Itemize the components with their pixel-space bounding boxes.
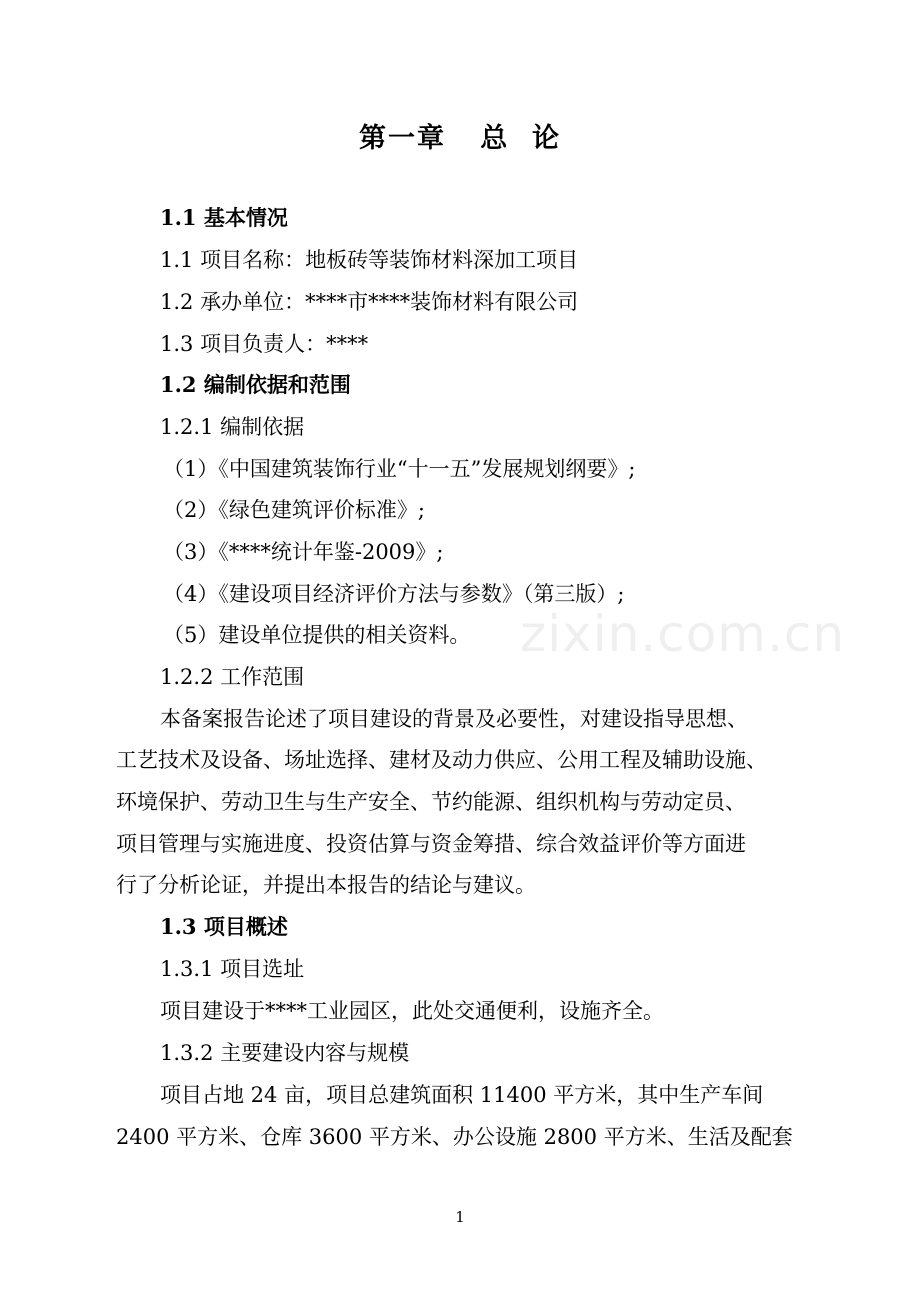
paragraph-line: 项目管理与实施进度、投资估算与资金筹措、综合效益评价等方面进	[116, 832, 746, 856]
project-lead-line: 1.3 项目负责人：****	[160, 332, 369, 356]
heading-1-3: 1.3 项目概述	[160, 914, 288, 939]
page-number: 1	[455, 1208, 465, 1226]
heading-1-2-2: 1.2.2 工作范围	[160, 665, 305, 689]
paragraph-line: 工艺技术及设备、场址选择、建材及动力供应、公用工程及辅助设施、	[116, 748, 767, 772]
paragraph-line: 本备案报告论述了项目建设的背景及必要性，对建设指导思想、	[160, 707, 748, 731]
heading-1-2-1: 1.2.1 编制依据	[160, 415, 305, 439]
reference-item: （1）《中国建筑装饰行业“十一五”发展规划纲要》;	[163, 457, 636, 481]
paragraph-line: 项目占地 24 亩，项目总建筑面积 11400 平方米，其中生产车间	[160, 1083, 764, 1107]
paragraph-line: 环境保护、劳动卫生与生产安全、节约能源、组织机构与劳动定员、	[116, 790, 746, 814]
reference-item: （5）建设单位提供的相关资料。	[163, 623, 471, 647]
organizer-line: 1.2 承办单位：****市****装饰材料有限公司	[160, 290, 579, 314]
watermark: zixin.com.cn	[520, 605, 846, 663]
reference-item: （2）《绿色建筑评价标准》;	[163, 498, 425, 522]
heading-1-2: 1.2 编制依据和范围	[160, 372, 351, 397]
paragraph-line: 项目建设于****工业园区，此处交通便利，设施齐全。	[160, 999, 664, 1023]
heading-1-1: 1.1 基本情况	[160, 205, 288, 230]
reference-item: （4）《建设项目经济评价方法与参数》（第三版）;	[163, 582, 625, 606]
reference-item: （3）《****统计年鉴-2009》;	[163, 540, 444, 564]
heading-1-3-1: 1.3.1 项目选址	[160, 957, 305, 981]
paragraph-line: 行了分析论证，并提出本报告的结论与建议。	[116, 873, 536, 897]
heading-1-3-2: 1.3.2 主要建设内容与规模	[160, 1041, 410, 1065]
project-name-line: 1.1 项目名称：地板砖等装饰材料深加工项目	[160, 248, 579, 272]
paragraph-line: 2400 平方米、仓库 3600 平方米、办公设施 2800 平方米、生活及配套	[116, 1125, 793, 1149]
chapter-title: 第一章 总 论	[359, 123, 561, 154]
